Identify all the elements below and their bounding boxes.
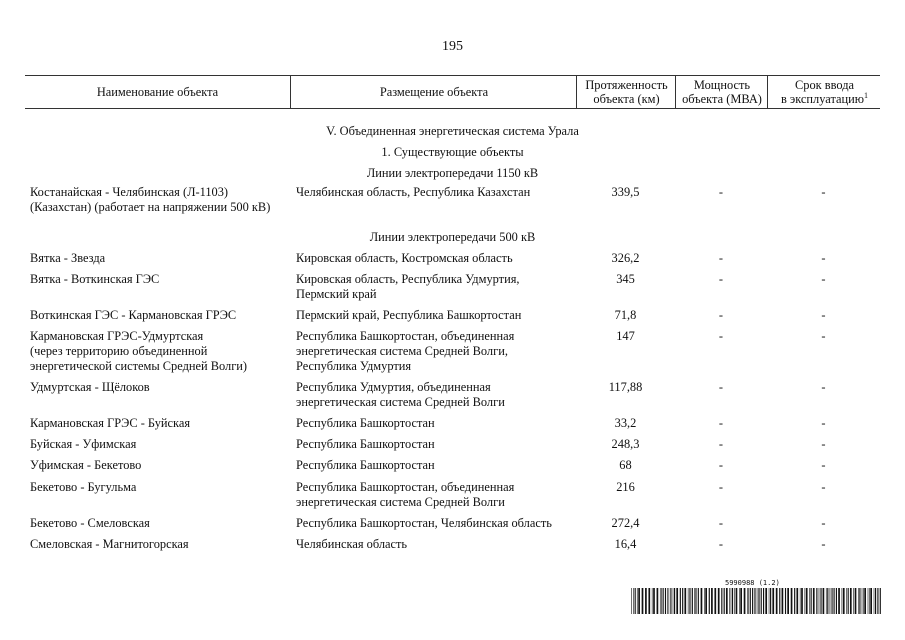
barcode-bar — [732, 588, 733, 614]
object-power: - — [718, 537, 724, 551]
barcode-bar — [704, 588, 705, 614]
object-length: 326,2 — [611, 251, 640, 265]
object-placement — [296, 480, 576, 510]
barcode-bar — [674, 588, 675, 614]
barcode-bar — [853, 588, 854, 614]
object-name — [30, 437, 292, 452]
object-length: 147 — [616, 329, 635, 343]
footnote-mark: 1 — [864, 90, 869, 100]
barcode-bar — [661, 588, 662, 614]
header-name-label: Наименование объекта — [96, 85, 219, 99]
barcode-bar — [855, 588, 857, 614]
object-length: 68 — [619, 458, 632, 472]
object-length: 272,4 — [611, 516, 640, 530]
barcode-bar — [863, 588, 864, 614]
header-placement — [290, 76, 577, 108]
barcode-bar — [785, 588, 786, 614]
object-commissioning: - — [821, 251, 826, 265]
object-name — [30, 480, 292, 495]
barcode-bar — [665, 588, 666, 614]
object-placement — [296, 251, 576, 266]
barcode-bar — [734, 588, 735, 614]
object-length: 33,2 — [614, 416, 637, 430]
object-placement-line: Республика Башкортостан — [296, 416, 435, 430]
barcode-bar — [695, 588, 696, 614]
object-commissioning: - — [821, 437, 826, 451]
object-placement-line: Республика Башкортостан, объединенная — [296, 329, 515, 343]
barcode-bar — [875, 588, 876, 614]
barcode-bar — [673, 588, 674, 614]
barcode-bar — [670, 588, 671, 614]
object-power: - — [718, 516, 724, 530]
barcode-id: 5990988 (1.2) — [725, 579, 780, 587]
barcode-bar — [637, 588, 638, 614]
barcode-bar — [820, 588, 821, 614]
barcode-bar — [811, 588, 812, 614]
barcode-bar — [779, 588, 780, 614]
barcode-bar — [874, 588, 875, 614]
barcode-bar — [809, 588, 810, 614]
barcode-bar — [752, 588, 753, 614]
object-power: - — [718, 416, 724, 430]
object-placement-line: Республика Башкортостан — [296, 437, 435, 451]
object-length: 345 — [616, 272, 635, 286]
barcode-bar — [770, 588, 771, 614]
object-placement-line: Республика Удмуртия, объединенная — [296, 380, 491, 394]
barcode-bar — [836, 588, 837, 614]
barcode-bar — [859, 588, 860, 614]
object-name-line: Вятка - Воткинская ГЭС — [30, 272, 160, 286]
object-name-line: Смеловская - Магнитогорская — [30, 537, 189, 551]
header-commissioning — [767, 76, 881, 108]
barcode-bar — [842, 588, 843, 614]
barcode-bar — [868, 588, 869, 614]
object-placement-line: Челябинская область, Республика Казахстан — [296, 185, 531, 199]
header-length-line-2: объекта (км) — [593, 92, 660, 106]
barcode-bar — [682, 588, 683, 614]
barcode-bar — [701, 588, 703, 614]
barcode-bar — [676, 588, 678, 614]
barcode-bar — [877, 588, 878, 614]
barcode-bar — [635, 588, 636, 614]
barcode-bar — [645, 588, 647, 614]
object-power: - — [718, 329, 724, 343]
barcode-bar — [736, 588, 738, 614]
barcode-bar — [787, 588, 789, 614]
object-placement — [296, 329, 576, 374]
object-commissioning: - — [821, 516, 826, 530]
object-name-line: Удмуртская - Щёлоков — [30, 380, 150, 394]
object-placement-line: Кировская область, Республика Удмуртия, — [296, 272, 520, 286]
barcode-bar — [692, 588, 693, 614]
barcode-bar — [747, 588, 748, 614]
barcode-bar — [642, 588, 644, 614]
object-placement — [296, 185, 576, 200]
barcode-bar — [791, 588, 793, 614]
barcode-bar — [794, 588, 795, 614]
barcode-bar — [827, 588, 828, 614]
object-name-line: Буйская - Уфимская — [30, 437, 137, 451]
barcode-bar — [880, 588, 881, 614]
barcode-bar — [765, 588, 767, 614]
object-length: 117,88 — [608, 380, 643, 394]
barcode-bar — [731, 588, 732, 614]
barcode-bar — [631, 588, 632, 614]
header-length-line-1: Протяженность — [585, 78, 668, 92]
barcode-bar — [740, 588, 742, 614]
barcode-bar — [633, 588, 634, 614]
barcode-bar — [858, 588, 859, 614]
barcode-bar — [838, 588, 840, 614]
object-commissioning: - — [821, 308, 826, 322]
barcode-bar — [869, 588, 870, 614]
barcode-bar — [648, 588, 650, 614]
object-name — [30, 458, 292, 473]
barcode-bar — [669, 588, 670, 614]
header-commissioning-line-2 — [781, 92, 868, 106]
barcode-bar — [830, 588, 831, 614]
object-commissioning: - — [821, 185, 826, 199]
header-power-line-1: Мощность — [693, 78, 751, 92]
barcode-bar — [729, 588, 730, 614]
object-placement — [296, 308, 576, 323]
barcode-bar — [816, 588, 817, 614]
object-name — [30, 185, 292, 215]
barcode-bar — [714, 588, 716, 614]
object-name — [30, 272, 292, 287]
barcode-bar — [821, 588, 822, 614]
object-name-line: Бекетово - Бугульма — [30, 480, 137, 494]
object-power: - — [718, 272, 724, 286]
barcode-bar — [832, 588, 833, 614]
object-placement-line: энергетическая система Средней Волги — [296, 395, 505, 409]
table-header — [25, 75, 880, 109]
object-length: 216 — [616, 480, 635, 494]
barcode-bar — [800, 588, 801, 614]
section-lines-500-title: Линии электропередачи 500 кВ — [369, 230, 536, 244]
object-power: - — [718, 308, 724, 322]
barcode-bar — [850, 588, 852, 614]
object-commissioning: - — [821, 480, 826, 494]
object-placement — [296, 437, 576, 452]
barcode-bar — [657, 588, 659, 614]
object-placement — [296, 272, 576, 302]
barcode-bar — [689, 588, 690, 614]
barcode-bar — [763, 588, 764, 614]
object-name — [30, 251, 292, 266]
object-placement-line: энергетическая система Средней Волги, — [296, 344, 508, 358]
barcode-bar — [831, 588, 832, 614]
barcode-bar — [769, 588, 770, 614]
object-name — [30, 329, 292, 374]
barcode-bar — [711, 588, 713, 614]
object-placement-line: Республика Башкортостан — [296, 458, 435, 472]
barcode-bar — [806, 588, 808, 614]
object-placement-line: Пермский край — [296, 287, 377, 301]
barcode-bar — [757, 588, 758, 614]
header-commissioning-line-1: Срок ввода — [794, 78, 855, 92]
object-placement — [296, 516, 576, 531]
object-length: 248,3 — [611, 437, 640, 451]
barcode-bar — [748, 588, 749, 614]
object-name-line: Уфимская - Бекетово — [30, 458, 142, 472]
object-name — [30, 416, 292, 431]
object-name — [30, 516, 292, 531]
barcode-bar — [759, 588, 760, 614]
object-power: - — [718, 251, 724, 265]
barcode-bar — [805, 588, 806, 614]
object-placement-line: Кировская область, Костромская область — [296, 251, 513, 265]
object-commissioning: - — [821, 380, 826, 394]
object-name-line: (Казахстан) (работает на напряжении 500 кВ) — [30, 200, 271, 214]
section-lines-1150-title: Линии электропередачи 1150 кВ — [366, 166, 539, 180]
object-name — [30, 380, 292, 395]
barcode-bar — [694, 588, 695, 614]
barcode-bar — [724, 588, 725, 614]
barcode-bar — [638, 588, 640, 614]
barcode-bar — [813, 588, 815, 614]
object-name-line: Воткинская ГЭС - Кармановская ГРЭС — [30, 308, 237, 322]
object-placement-line: Челябинская область — [296, 537, 408, 551]
header-placement-label: Размещение объекта — [379, 85, 489, 99]
barcode-bar — [660, 588, 661, 614]
barcode-bar — [761, 588, 762, 614]
object-commissioning: - — [821, 537, 826, 551]
barcode-bar — [739, 588, 740, 614]
object-placement — [296, 380, 576, 410]
object-placement — [296, 416, 576, 431]
object-placement-line: энергетическая система Средней Волги — [296, 495, 505, 509]
barcode-bar — [819, 588, 820, 614]
object-power: - — [718, 437, 724, 451]
header-power-line-2: объекта (МВА) — [682, 92, 762, 106]
object-name-line: энергетической системы Средней Волги) — [30, 359, 248, 373]
object-name-line: Кармановская ГРЭС - Буйская — [30, 416, 191, 430]
object-placement — [296, 537, 576, 552]
object-name-line: Бекетово - Смеловская — [30, 516, 150, 530]
barcode-bar — [680, 588, 681, 614]
barcode-bar — [864, 588, 866, 614]
object-power: - — [718, 185, 724, 199]
barcode-bar — [688, 588, 689, 614]
barcode-bar — [754, 588, 755, 614]
barcode-bar — [698, 588, 699, 614]
object-name-line: Костанайская - Челябинская (Л-1103) — [30, 185, 229, 199]
barcode-bar — [726, 588, 728, 614]
object-power: - — [718, 480, 724, 494]
barcode-bar — [870, 588, 872, 614]
object-name-line: Кармановская ГРЭС-Удмуртская — [30, 329, 204, 343]
barcode-bar — [848, 588, 849, 614]
object-length: 339,5 — [611, 185, 640, 199]
section-system-title: V. Объединенная энергетическая система Урала — [326, 124, 579, 138]
object-placement-line: Республика Башкортостан, Челябинская область — [296, 516, 552, 530]
object-commissioning: - — [821, 272, 826, 286]
barcode-bar — [823, 588, 825, 614]
barcode-bar — [843, 588, 845, 614]
object-commissioning: - — [821, 458, 826, 472]
barcode-bar — [796, 588, 798, 614]
barcode-bar — [758, 588, 759, 614]
header-power — [675, 76, 768, 108]
barcode-bar — [772, 588, 774, 614]
header-name — [25, 76, 290, 108]
section-existing-title: 1. Существующие объекты — [381, 145, 524, 159]
object-placement-line: Пермский край, Республика Башкортостан — [296, 308, 522, 322]
barcode-bar — [667, 588, 668, 614]
barcode-bar — [721, 588, 722, 614]
barcode-bar — [684, 588, 686, 614]
object-placement — [296, 458, 576, 473]
barcode-bar — [776, 588, 778, 614]
object-name-line: Вятка - Звезда — [30, 251, 106, 265]
barcode-bar — [826, 588, 827, 614]
objects-table — [25, 75, 880, 551]
barcode-bar — [690, 588, 691, 614]
header-commissioning-text: в эксплуатацию — [780, 92, 865, 106]
barcode-bar — [834, 588, 835, 614]
object-placement-line: Республика Башкортостан, объединенная — [296, 480, 515, 494]
barcode-bar — [846, 588, 847, 614]
barcode-bar — [652, 588, 653, 614]
object-name — [30, 308, 292, 323]
barcode — [631, 588, 881, 614]
barcode-bar — [653, 588, 655, 614]
object-placement-line: Республика Удмуртия — [296, 359, 412, 373]
barcode-bar — [663, 588, 664, 614]
object-name-line: (через территорию объединенной — [30, 344, 208, 358]
barcode-bar — [744, 588, 746, 614]
barcode-bar — [782, 588, 784, 614]
object-commissioning: - — [821, 329, 826, 343]
barcode-bar — [709, 588, 710, 614]
barcode-bar — [801, 588, 803, 614]
page-number: 195 — [442, 39, 463, 54]
barcode-bar — [750, 588, 751, 614]
object-commissioning: - — [821, 416, 826, 430]
header-length — [576, 76, 676, 108]
object-power: - — [718, 458, 724, 472]
barcode-bar — [718, 588, 720, 614]
barcode-bar — [705, 588, 707, 614]
object-length: 16,4 — [614, 537, 637, 551]
object-length: 71,8 — [614, 308, 637, 322]
barcode-bar — [862, 588, 863, 614]
object-name — [30, 537, 292, 552]
object-power: - — [718, 380, 724, 394]
